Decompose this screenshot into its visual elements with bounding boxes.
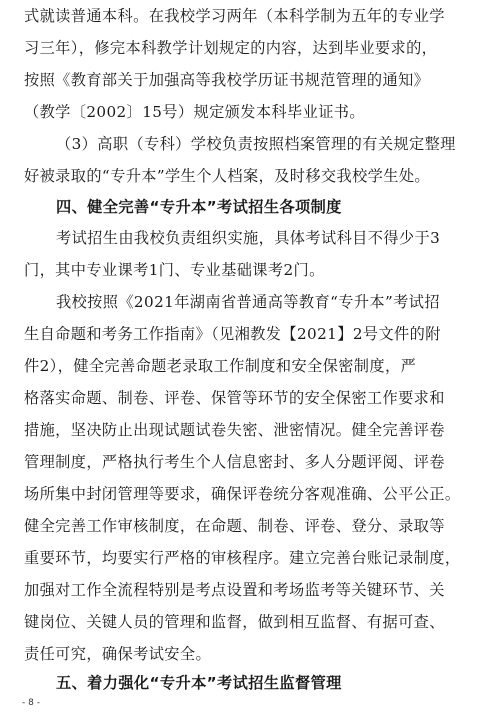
text-line-1: 式就读普通本科。在我校学习两年（本科学制为五年的专业学 bbox=[24, 7, 445, 25]
text-line-19: 加强对工作全流程特别是考点设置和考场监考等关键环节、关 bbox=[24, 581, 445, 599]
page-number: - 8 - bbox=[22, 698, 40, 708]
text-line-15: 管理制度，严格执行考生个人信息密封、多人分题评阅、评卷 bbox=[24, 453, 445, 471]
section-heading-4: 四、健全完善“专升本”考试招生各项制度 bbox=[56, 198, 342, 216]
text-line-12: 件2），健全完善命题老录取工作制度和安全保密制度，严 bbox=[24, 357, 417, 375]
text-line-11: 生自命题和考务工作指南》（见湘教发【2021】2号文件的附 bbox=[24, 325, 441, 343]
section-heading-5: 五、着力强化“专升本”考试招生监督管理 bbox=[56, 674, 342, 692]
text-line-8: 考试招生由我校负责组织实施，具体考试科目不得少于3 bbox=[56, 229, 441, 247]
text-line-18: 重要环节，均要实行严格的审核程序。建立完善台账记录制度， bbox=[24, 549, 461, 567]
text-line-10: 我校按照《2021年湖南省普通高等教育“专升本”考试招 bbox=[56, 293, 440, 311]
text-line-3: 按照《教育部关于加强高等我校学历证书规范管理的通知》 bbox=[24, 71, 430, 89]
text-line-2: 习三年），修完本科教学计划规定的内容，达到毕业要求的， bbox=[24, 39, 438, 57]
text-line-16: 场所集中封闭管理等要求，确保评卷统分客观准确、公平公正。 bbox=[24, 485, 461, 503]
text-line-21: 责任可究，确保考试安全。 bbox=[24, 645, 212, 663]
text-line-5: （3）高职（专科）学校负责按照档案管理的有关规定整理 bbox=[56, 135, 456, 153]
text-line-14: 措施，坚决防止出现试题试卷失密、泄密情况。健全完善评卷 bbox=[24, 421, 445, 439]
text-line-20: 键岗位、关键人员的管理和监督，做到相互监督、有据可查、 bbox=[24, 613, 445, 631]
text-line-9: 门，其中专业课考1门、专业基础课考2门。 bbox=[24, 261, 325, 279]
text-line-13: 格落实命题、制卷、评卷、保管等环节的安全保密工作要求和 bbox=[24, 389, 445, 407]
text-line-6: 好被录取的“专升本”学生个人档案，及时移交我校学生处。 bbox=[24, 167, 431, 185]
text-line-17: 健全完善工作审核制度，在命题、制卷、评卷、登分、录取等 bbox=[24, 517, 445, 535]
text-line-4: （教学〔2002〕15号）规定颁发本科毕业证书。 bbox=[24, 103, 365, 121]
